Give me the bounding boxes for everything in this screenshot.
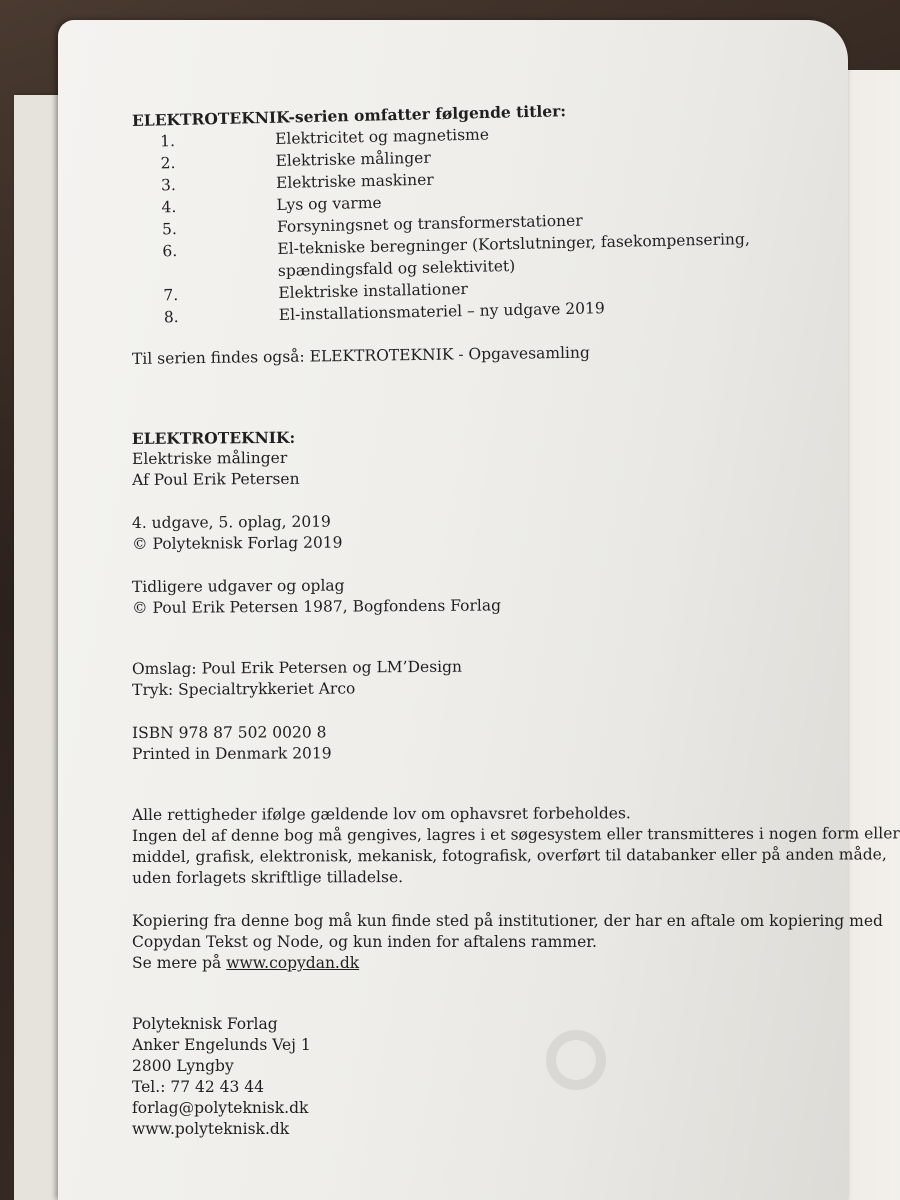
rights-line: uden forlagets skriftlige tilladelse. — [132, 868, 404, 887]
list-item-title: Forsyningsnet og transformerstationer — [276, 211, 583, 236]
previous-editions-copyright: © Poul Erik Petersen 1987, Bogfondens Forlag — [132, 596, 502, 617]
publisher-email: forlag@polyteknisk.dk — [132, 1099, 309, 1117]
list-item-title: Elektriske målinger — [275, 148, 431, 170]
edition-copyright: © Polyteknisk Forlag 2019 — [132, 533, 343, 553]
book-series-name: ELEKTROTEKNIK: — [131, 427, 296, 449]
cover-credit: Omslag: Poul Erik Petersen og LM’Design — [131, 657, 463, 679]
publisher-name: Polyteknisk Forlag — [132, 1015, 278, 1033]
copying-link-line — [132, 953, 862, 974]
publisher-phone: Tel.: 77 42 43 44 — [132, 1078, 265, 1096]
publisher-city: 2800 Lyngby — [132, 1057, 234, 1075]
list-item-title: El-tekniske beregninger (Kortslutninger, fasekompensering, spændingsfald og selektivitet) — [277, 230, 750, 280]
copying-link-prefix: Se mere på — [132, 954, 227, 972]
rights-line: Alle rettigheder ifølge gældende lov om ophavsret forbeholdes. — [131, 804, 631, 825]
list-item-title: Lys og varme — [276, 193, 382, 214]
rights-notice — [131, 802, 900, 889]
list-item-number: 5. — [161, 220, 177, 239]
list-item-title: El-installationsmateriel – ny udgave 2019 — [278, 299, 605, 324]
list-item-title: Elektriske maskiner — [275, 170, 434, 192]
list-item-number: 1. — [159, 132, 176, 151]
series-heading: ELEKTROTEKNIK-serien omfatter følgende titler: — [131, 101, 567, 130]
book-author: Af Poul Erik Petersen — [132, 469, 300, 489]
list-item-title: Elektriske installationer — [278, 279, 468, 302]
publisher-web: www.polyteknisk.dk — [132, 1120, 290, 1138]
copying-line: Copydan Tekst og Node, og kun inden for aftalens rammer. — [132, 933, 597, 951]
printed-in: Printed in Denmark 2019 — [132, 744, 332, 763]
series-list — [130, 116, 864, 329]
copydan-link[interactable]: www.copydan.dk — [226, 954, 360, 972]
list-item-title: Elektricitet og magnetisme — [274, 125, 490, 148]
list-item-number: 3. — [160, 176, 177, 195]
list-item-number: 4. — [161, 198, 177, 217]
series-also: Til serien findes også: ELEKTROTEKNIK - Opgavesamling — [131, 343, 590, 368]
list-item-number: 2. — [160, 154, 176, 173]
isbn-info — [132, 720, 862, 765]
page-content — [131, 101, 900, 1140]
copying-line: Kopiering fra denne bog må kun finde sted på institutioner, der har en aftale om kopiering med — [132, 912, 883, 930]
edition-info — [132, 508, 862, 555]
edition-line: 4. udgave, 5. oplag, 2019 — [131, 512, 331, 533]
list-item-number: 7. — [163, 286, 179, 305]
previous-editions-label: Tidligere udgaver og oplag — [131, 576, 345, 597]
copying-notice — [132, 911, 883, 974]
print-credit: Tryk: Specialtrykkeriet Arco — [132, 679, 356, 699]
book-title: Elektriske målinger — [131, 448, 288, 468]
book-info — [132, 423, 862, 491]
rights-line: Ingen del af denne bog må gengives, lagres i et søgesystem eller transmitteres i nogen form eller — [131, 824, 900, 845]
publisher-street: Anker Engelunds Vej 1 — [132, 1036, 311, 1054]
list-item-number: 8. — [163, 308, 179, 327]
rights-line: middel, grafisk, elektronisk, mekanisk, fotografisk, overført til databanker eller på anden måde, — [132, 845, 887, 866]
list-item-number: 6. — [162, 242, 178, 261]
previous-editions — [132, 572, 862, 619]
isbn-number: ISBN 978 87 502 0020 8 — [131, 723, 327, 742]
production-credits — [132, 654, 862, 701]
publisher-address — [132, 1014, 862, 1140]
